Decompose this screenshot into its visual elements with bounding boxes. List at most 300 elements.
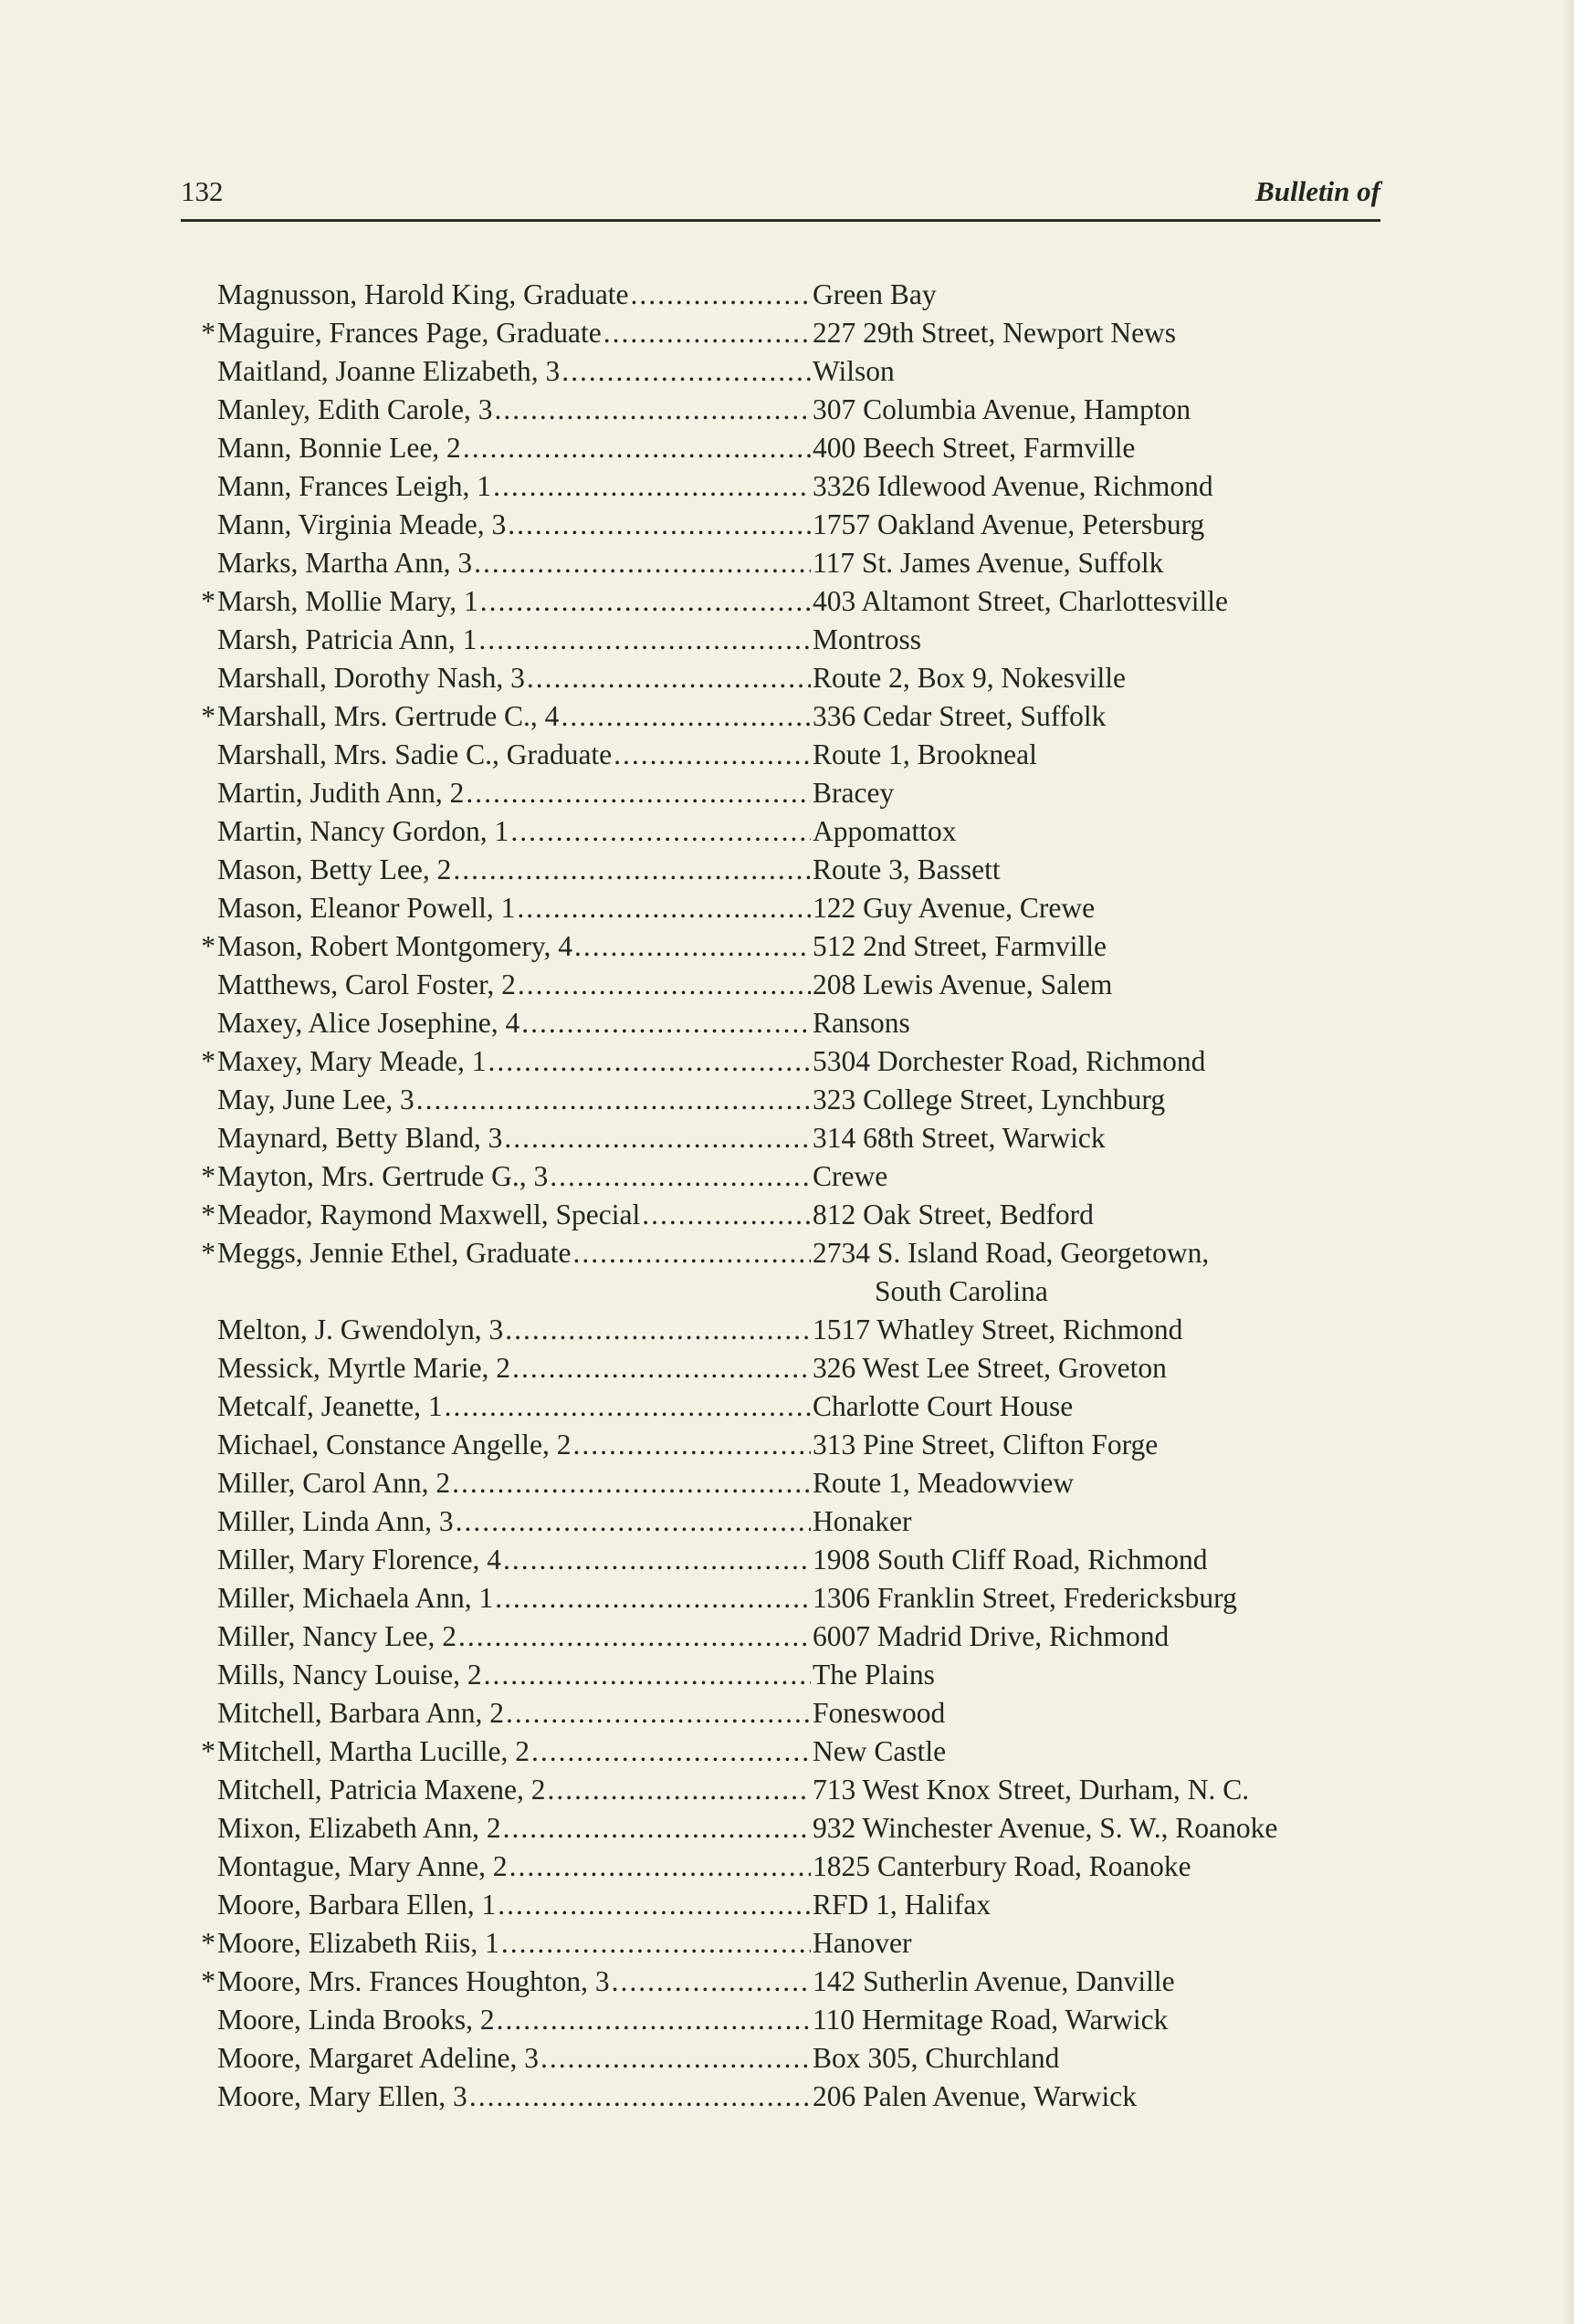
- entry-name: Miller, Carol Ann, 2: [217, 1467, 451, 1499]
- entry-address-line: 1757 Oakland Avenue, Petersburg: [813, 508, 1205, 540]
- entry-address: [811, 1004, 910, 1042]
- entry-address: [811, 1311, 1182, 1349]
- entry-address-line: 1306 Franklin Street, Fredericksburg: [813, 1582, 1237, 1614]
- page-edge-shadow: [1561, 0, 1574, 2324]
- list-item: [201, 582, 1415, 621]
- entry-star-marker: [201, 2001, 215, 2039]
- list-item: [201, 736, 1415, 774]
- list-item: [201, 1502, 1415, 1541]
- entry-address-line-2: South Carolina: [875, 1275, 1048, 1307]
- entry-name-cell: [215, 1081, 811, 1119]
- entry-address: [811, 1464, 1074, 1502]
- entry-name: Miller, Nancy Lee, 2: [217, 1620, 457, 1652]
- dot-leader: [502, 1119, 811, 1157]
- list-item: [201, 1617, 1415, 1656]
- entry-address: [811, 774, 894, 812]
- entry-name: Moore, Barbara Ellen, 1: [217, 1889, 497, 1921]
- entry-address: [811, 467, 1213, 506]
- entry-address: [811, 1387, 1073, 1426]
- list-item: [201, 1349, 1415, 1387]
- entry-address-line: Route 1, Brookneal: [813, 738, 1037, 770]
- list-item: [201, 621, 1415, 659]
- entry-name-cell: [215, 1733, 811, 1771]
- entry-address-line: 323 College Street, Lynchburg: [813, 1083, 1166, 1115]
- entry-name-cell: [215, 1119, 811, 1157]
- entry-address-line: 208 Lewis Avenue, Salem: [813, 968, 1113, 1000]
- entry-address-line: 6007 Madrid Drive, Richmond: [813, 1620, 1170, 1652]
- entry-name: Marsh, Mollie Mary, 1: [217, 585, 478, 617]
- entry-address-line: Hanover: [813, 1927, 912, 1959]
- page-header: [181, 175, 1380, 221]
- entry-name: Maynard, Betty Bland, 3: [217, 1122, 503, 1154]
- list-item: [201, 1848, 1415, 1886]
- list-item: [201, 1694, 1415, 1733]
- entry-name-cell: [215, 851, 811, 889]
- entry-name: Magnusson, Harold King, Graduate: [217, 278, 629, 310]
- entry-name: Mitchell, Martha Lucille, 2: [217, 1735, 530, 1767]
- list-item: [201, 1234, 1415, 1311]
- dot-leader: [450, 1464, 811, 1502]
- dot-leader: [503, 1311, 811, 1349]
- entry-name-cell: [215, 1387, 811, 1426]
- entry-star-marker: [201, 1694, 215, 1733]
- list-item: [201, 1042, 1415, 1081]
- dot-leader: [472, 544, 811, 582]
- entry-name: Messick, Myrtle Marie, 2: [217, 1352, 511, 1384]
- entry-address: [811, 2001, 1168, 2039]
- entry-name-cell: [215, 314, 811, 352]
- list-item: [201, 1924, 1415, 1963]
- list-item: [201, 1157, 1415, 1196]
- entry-star-marker: [201, 429, 215, 467]
- dot-leader: [546, 1771, 811, 1809]
- dot-leader: [495, 2001, 811, 2039]
- list-item: [201, 1579, 1415, 1617]
- entry-star-marker: [201, 1809, 215, 1848]
- page-number: 132: [181, 175, 224, 207]
- entry-name: Miller, Mary Florence, 4: [217, 1544, 502, 1576]
- entry-address-line: Route 1, Meadowview: [813, 1467, 1075, 1499]
- entry-star-marker: *: [201, 585, 215, 617]
- entry-star-marker: [201, 1426, 215, 1464]
- list-item: [201, 1081, 1415, 1119]
- entry-name: Michael, Constance Angelle, 2: [217, 1429, 572, 1460]
- entry-name-cell: [215, 697, 811, 736]
- entry-name: Miller, Linda Ann, 3: [217, 1505, 454, 1537]
- entry-name: Marks, Martha Ann, 3: [217, 547, 473, 579]
- entry-address: [811, 1119, 1106, 1157]
- entry-name-cell: [215, 1464, 811, 1502]
- dot-leader: [456, 1617, 811, 1656]
- entry-star-marker: *: [201, 930, 215, 962]
- dot-leader: [464, 774, 811, 812]
- entry-name: Mason, Eleanor Powell, 1: [217, 892, 516, 924]
- entry-name: Mixon, Elizabeth Ann, 2: [217, 1812, 501, 1844]
- entry-address: [811, 697, 1106, 736]
- dot-leader: [499, 1924, 811, 1963]
- entry-name: Martin, Judith Ann, 2: [217, 777, 465, 809]
- dot-leader: [612, 736, 811, 774]
- entry-address-line: Crewe: [813, 1160, 888, 1192]
- entry-name-cell: [215, 544, 811, 582]
- entry-star-marker: [201, 506, 215, 544]
- entry-address: [811, 429, 1135, 467]
- list-item: [201, 2078, 1415, 2116]
- entry-star-marker: [201, 1579, 215, 1617]
- entry-star-marker: [201, 1541, 215, 1579]
- entry-name: Miller, Michaela Ann, 1: [217, 1582, 494, 1614]
- entry-name-cell: [215, 1886, 811, 1924]
- list-item: [201, 851, 1415, 889]
- entry-address: [811, 2039, 1059, 2078]
- dot-leader: [515, 889, 811, 927]
- list-item: [201, 429, 1415, 467]
- entry-address: [811, 851, 1001, 889]
- list-item: [201, 812, 1415, 851]
- running-title: Bulletin of: [1255, 175, 1380, 207]
- entry-name: Mills, Nancy Louise, 2: [217, 1659, 482, 1691]
- entry-address-line: Route 2, Box 9, Nokesville: [813, 662, 1126, 694]
- entry-name: Moore, Elizabeth Riis, 1: [217, 1927, 499, 1959]
- entry-address: [811, 621, 921, 659]
- entry-address: [811, 1081, 1165, 1119]
- list-item: [201, 1004, 1415, 1042]
- entry-name-cell: [215, 1694, 811, 1733]
- dot-leader: [525, 659, 811, 697]
- dot-leader: [510, 1349, 811, 1387]
- entry-address: [811, 582, 1228, 621]
- entry-star-marker: [201, 774, 215, 812]
- list-item: [201, 774, 1415, 812]
- entry-address: [811, 1579, 1237, 1617]
- entry-name: Mann, Bonnie Lee, 2: [217, 432, 461, 464]
- entry-address-line: 400 Beech Street, Farmville: [813, 432, 1136, 464]
- entry-address: [811, 544, 1163, 582]
- entry-address: [811, 314, 1176, 352]
- entry-name: Moore, Margaret Adeline, 3: [217, 2042, 539, 2074]
- entry-address: [811, 506, 1204, 544]
- entry-name: Marsh, Patricia Ann, 1: [217, 623, 477, 655]
- entry-star-marker: *: [201, 1237, 215, 1269]
- dot-leader: [530, 1733, 811, 1771]
- entry-name-cell: [215, 1426, 811, 1464]
- list-item: [201, 1733, 1415, 1771]
- entry-star-marker: *: [201, 1160, 215, 1192]
- entry-address-line: 122 Guy Avenue, Crewe: [813, 892, 1096, 924]
- entry-address: [811, 1886, 991, 1924]
- list-item: [201, 966, 1415, 1004]
- entry-name: Mason, Robert Montgomery, 4: [217, 930, 573, 962]
- entry-address: [811, 889, 1095, 927]
- entry-name-cell: [215, 812, 811, 851]
- entry-name-cell: [215, 1004, 811, 1042]
- list-item: [201, 927, 1415, 966]
- dot-leader: [501, 1809, 811, 1848]
- entry-address-line: Bracey: [813, 777, 895, 809]
- dot-leader: [496, 1886, 811, 1924]
- entry-name: Meador, Raymond Maxwell, Special: [217, 1199, 641, 1230]
- entry-star-marker: *: [201, 1965, 215, 1997]
- dot-leader: [467, 2078, 811, 2116]
- entry-star-marker: *: [201, 700, 215, 732]
- dot-leader: [493, 391, 811, 429]
- entry-name-cell: [215, 927, 811, 966]
- entry-address-line: 5304 Dorchester Road, Richmond: [813, 1045, 1206, 1077]
- entry-star-marker: [201, 1349, 215, 1387]
- entry-star-marker: *: [201, 317, 215, 349]
- entry-address-line: Appomattox: [813, 815, 957, 847]
- entry-name: Manley, Edith Carole, 3: [217, 393, 493, 425]
- entry-star-marker: [201, 2039, 215, 2078]
- entry-address: [811, 1234, 1209, 1311]
- entry-address-line: 313 Pine Street, Clifton Forge: [813, 1429, 1159, 1460]
- list-item: [201, 1541, 1415, 1579]
- entry-address: [811, 927, 1107, 966]
- entry-address: [811, 1733, 946, 1771]
- entry-name-cell: [215, 966, 811, 1004]
- entry-star-marker: [201, 659, 215, 697]
- entry-name-cell: [215, 1656, 811, 1694]
- entry-name: Moore, Mrs. Frances Houghton, 3: [217, 1965, 610, 1997]
- entry-address-line: 2734 S. Island Road, Georgetown,: [813, 1237, 1210, 1269]
- list-item: [201, 314, 1415, 352]
- list-item: [201, 1196, 1415, 1234]
- student-directory-list: [201, 276, 1415, 2116]
- dot-leader: [477, 621, 811, 659]
- entry-name: Montague, Mary Anne, 2: [217, 1850, 508, 1882]
- entry-address-line: Ransons: [813, 1007, 910, 1039]
- dot-leader: [461, 429, 811, 467]
- entry-star-marker: [201, 812, 215, 851]
- entry-address-line: 1517 Whatley Street, Richmond: [813, 1314, 1183, 1345]
- entry-address: [811, 1848, 1191, 1886]
- list-item: [201, 1771, 1415, 1809]
- list-item: [201, 1119, 1415, 1157]
- dot-leader: [478, 582, 811, 621]
- dot-leader: [539, 2039, 811, 2078]
- entry-name: Mason, Betty Lee, 2: [217, 853, 452, 885]
- dot-leader: [443, 1387, 811, 1426]
- entry-name: Meggs, Jennie Ethel, Graduate: [217, 1237, 572, 1269]
- entry-star-marker: *: [201, 1927, 215, 1959]
- entry-address: [811, 1656, 935, 1694]
- entry-name: Mitchell, Barbara Ann, 2: [217, 1697, 505, 1729]
- entry-name-cell: [215, 621, 811, 659]
- entry-name: Mayton, Mrs. Gertrude G., 3: [217, 1160, 549, 1192]
- entry-address: [811, 1502, 911, 1541]
- list-item: [201, 1656, 1415, 1694]
- dot-leader: [610, 1963, 811, 2001]
- entry-star-marker: [201, 1886, 215, 1924]
- entry-address-line: Green Bay: [813, 278, 937, 310]
- dot-leader: [482, 1656, 811, 1694]
- entry-star-marker: [201, 1617, 215, 1656]
- entry-address-line: 812 Oak Street, Bedford: [813, 1199, 1094, 1230]
- list-item: [201, 352, 1415, 391]
- entry-name-cell: [215, 1157, 811, 1196]
- entry-star-marker: [201, 851, 215, 889]
- entry-name-cell: [215, 1848, 811, 1886]
- entry-name-cell: [215, 889, 811, 927]
- entry-name-cell: [215, 1617, 811, 1656]
- entry-name-cell: [215, 391, 811, 429]
- entry-address: [811, 352, 895, 391]
- entry-name-cell: [215, 1963, 811, 2001]
- entry-star-marker: [201, 889, 215, 927]
- entry-address: [811, 1809, 1277, 1848]
- dot-leader: [516, 966, 811, 1004]
- entry-name: Moore, Mary Ellen, 3: [217, 2080, 467, 2112]
- entry-name-cell: [215, 2078, 811, 2116]
- entry-name: Marshall, Mrs. Sadie C., Graduate: [217, 738, 613, 770]
- entry-address: [811, 276, 937, 314]
- entry-name-cell: [215, 1196, 811, 1234]
- dot-leader: [519, 1004, 811, 1042]
- entry-address: [811, 1042, 1205, 1081]
- entry-star-marker: *: [201, 1735, 215, 1767]
- entry-address: [811, 1541, 1208, 1579]
- list-item: [201, 276, 1415, 314]
- dot-leader: [508, 1848, 811, 1886]
- dot-leader: [548, 1157, 811, 1196]
- entry-address-line: 110 Hermitage Road, Warwick: [813, 2004, 1169, 2036]
- entry-address-line: Box 305, Churchland: [813, 2042, 1060, 2074]
- entry-address-line: 713 West Knox Street, Durham, N. C.: [813, 1774, 1250, 1806]
- list-item: [201, 1426, 1415, 1464]
- entry-name-cell: [215, 2001, 811, 2039]
- dot-leader: [486, 1042, 811, 1081]
- entry-name-cell: [215, 429, 811, 467]
- list-item: [201, 1886, 1415, 1924]
- entry-name-cell: [215, 276, 811, 314]
- list-item: [201, 2001, 1415, 2039]
- entry-star-marker: [201, 544, 215, 582]
- dot-leader: [491, 467, 811, 506]
- entry-address-line: 3326 Idlewood Avenue, Richmond: [813, 470, 1213, 502]
- entry-address: [811, 1349, 1167, 1387]
- entry-star-marker: [201, 1119, 215, 1157]
- entry-star-marker: [201, 1502, 215, 1541]
- dot-leader: [454, 1502, 811, 1541]
- entry-address-line: 512 2nd Street, Farmville: [813, 930, 1107, 962]
- entry-name-cell: [215, 1349, 811, 1387]
- entry-name: Marshall, Dorothy Nash, 3: [217, 662, 525, 694]
- entry-address: [811, 1924, 911, 1963]
- entry-name: Mann, Virginia Meade, 3: [217, 508, 507, 540]
- list-item: [201, 1387, 1415, 1426]
- entry-address: [811, 1617, 1169, 1656]
- entry-star-marker: [201, 621, 215, 659]
- entry-star-marker: [201, 966, 215, 1004]
- dot-leader: [640, 1196, 811, 1234]
- entry-name-cell: [215, 506, 811, 544]
- entry-star-marker: [201, 1311, 215, 1349]
- entry-star-marker: [201, 1656, 215, 1694]
- entry-star-marker: [201, 1081, 215, 1119]
- entry-name: Marshall, Mrs. Gertrude C., 4: [217, 700, 560, 732]
- entry-name-cell: [215, 1502, 811, 1541]
- entry-star-marker: [201, 2078, 215, 2116]
- entry-address-line: 117 St. James Avenue, Suffolk: [813, 547, 1164, 579]
- entry-name: Moore, Linda Brooks, 2: [217, 2004, 495, 2036]
- entry-address-line: Foneswood: [813, 1697, 946, 1729]
- list-item: [201, 1809, 1415, 1848]
- entry-address: [811, 659, 1126, 697]
- entry-address: [811, 1963, 1175, 2001]
- entry-star-marker: [201, 1771, 215, 1809]
- entry-address: [811, 812, 957, 851]
- entry-name: Melton, J. Gwendolyn, 3: [217, 1314, 504, 1345]
- entry-address-line: 326 West Lee Street, Groveton: [813, 1352, 1167, 1384]
- entry-address-line: 227 29th Street, Newport News: [813, 317, 1177, 349]
- entry-name-cell: [215, 736, 811, 774]
- entry-address: [811, 966, 1112, 1004]
- entry-address: [811, 391, 1191, 429]
- list-item: [201, 391, 1415, 429]
- entry-name-cell: [215, 352, 811, 391]
- dot-leader: [602, 314, 811, 352]
- dot-leader: [572, 1234, 811, 1311]
- entry-star-marker: [201, 736, 215, 774]
- dot-leader: [629, 276, 811, 314]
- entry-name-cell: [215, 1924, 811, 1963]
- entry-address: [811, 1157, 887, 1196]
- entry-star-marker: [201, 1848, 215, 1886]
- entry-address-line: 336 Cedar Street, Suffolk: [813, 700, 1107, 732]
- entry-name-cell: [215, 467, 811, 506]
- entry-address-line: 142 Sutherlin Avenue, Danville: [813, 1965, 1175, 1997]
- entry-address-line: RFD 1, Halifax: [813, 1889, 992, 1921]
- list-item: [201, 2039, 1415, 2078]
- entry-name: Mann, Frances Leigh, 1: [217, 470, 492, 502]
- entry-address: [811, 736, 1037, 774]
- entry-address: [811, 1196, 1094, 1234]
- list-item: [201, 1464, 1415, 1502]
- entry-address-line: Route 3, Bassett: [813, 853, 1001, 885]
- entry-name: Maxey, Alice Josephine, 4: [217, 1007, 520, 1039]
- dot-leader: [509, 812, 811, 851]
- entry-address: [811, 1426, 1158, 1464]
- entry-address-line: The Plains: [813, 1659, 935, 1691]
- entry-address: [811, 1694, 945, 1733]
- entry-name: Martin, Nancy Gordon, 1: [217, 815, 509, 847]
- entry-address-line: Charlotte Court House: [813, 1390, 1074, 1422]
- entry-address-line: Honaker: [813, 1505, 912, 1537]
- entry-name: Maguire, Frances Page, Graduate: [217, 317, 602, 349]
- header-rule: [181, 219, 1380, 222]
- dot-leader: [559, 697, 811, 736]
- entry-star-marker: *: [201, 1199, 215, 1230]
- entry-star-marker: [201, 467, 215, 506]
- entry-address: [811, 1771, 1249, 1809]
- dot-leader: [506, 506, 811, 544]
- list-item: [201, 697, 1415, 736]
- list-item: [201, 544, 1415, 582]
- entry-name: Maitland, Joanne Elizabeth, 3: [217, 355, 561, 387]
- dot-leader: [504, 1694, 811, 1733]
- entry-star-marker: [201, 1004, 215, 1042]
- entry-address-line: 1825 Canterbury Road, Roanoke: [813, 1850, 1191, 1882]
- entry-address-line: 206 Palen Avenue, Warwick: [813, 2080, 1137, 2112]
- entry-address-line: 932 Winchester Avenue, S. W., Roanoke: [813, 1812, 1278, 1844]
- entry-address-line: 314 68th Street, Warwick: [813, 1122, 1106, 1154]
- dot-leader: [414, 1081, 811, 1119]
- list-item: [201, 1311, 1415, 1349]
- list-item: [201, 659, 1415, 697]
- entry-name-cell: [215, 582, 811, 621]
- dot-leader: [572, 927, 811, 966]
- entry-star-marker: [201, 391, 215, 429]
